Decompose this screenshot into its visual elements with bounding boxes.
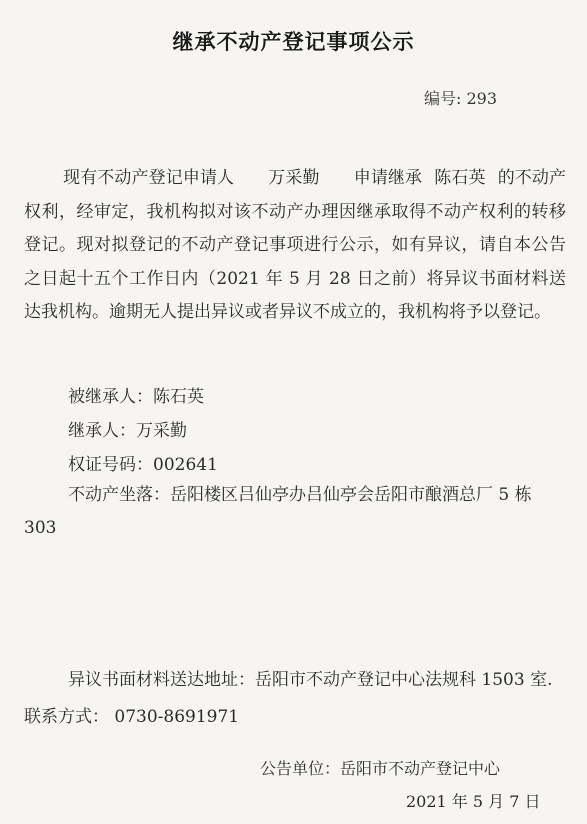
decedent-name: 陈石英 (434, 168, 486, 188)
apply-phrase: 申请继承 (353, 168, 423, 188)
field-property-location: 不动产坐落：岳阳楼区吕仙亭办吕仙亭会岳阳市酿酒总厂 5 栋 303 (24, 485, 532, 538)
notice-body (24, 162, 566, 330)
objection-address: 异议书面材料送达地址：岳阳市不动产登记中心法规科 1503 室. 联系方式： 0730-8691971 (24, 670, 553, 727)
applicant-name: 万采勤 (268, 168, 320, 188)
field-heir: 继承人：万采勤 (68, 421, 187, 441)
body-intro: 现有不动产登记申请人 (63, 168, 235, 188)
field-decedent: 被继承人：陈石英 (68, 387, 204, 407)
document-number: 编号: 293 (424, 89, 498, 108)
issuing-unit: 公告单位：岳阳市不动产登记中心 (260, 759, 501, 778)
field-cert-number: 权证号码：002641 (68, 455, 218, 475)
page-title: 继承不动产登记事项公示 (172, 30, 415, 54)
body-text: 的不动产权利，经审定，我机构拟对该不动产办理因继承取得不动产权利的转移登记。现对拟登记的不动产登记事项进行公示，如有异议，请自本公告之日起十五个工作日内（2021 年 5 月 28 日之前）将异议书面材料送达我机构。逾期无人提出异议或者异议不成立的，我机构将予以登记。 (24, 168, 567, 323)
notice-date: 2021 年 5 月 7 日 (406, 792, 541, 811)
